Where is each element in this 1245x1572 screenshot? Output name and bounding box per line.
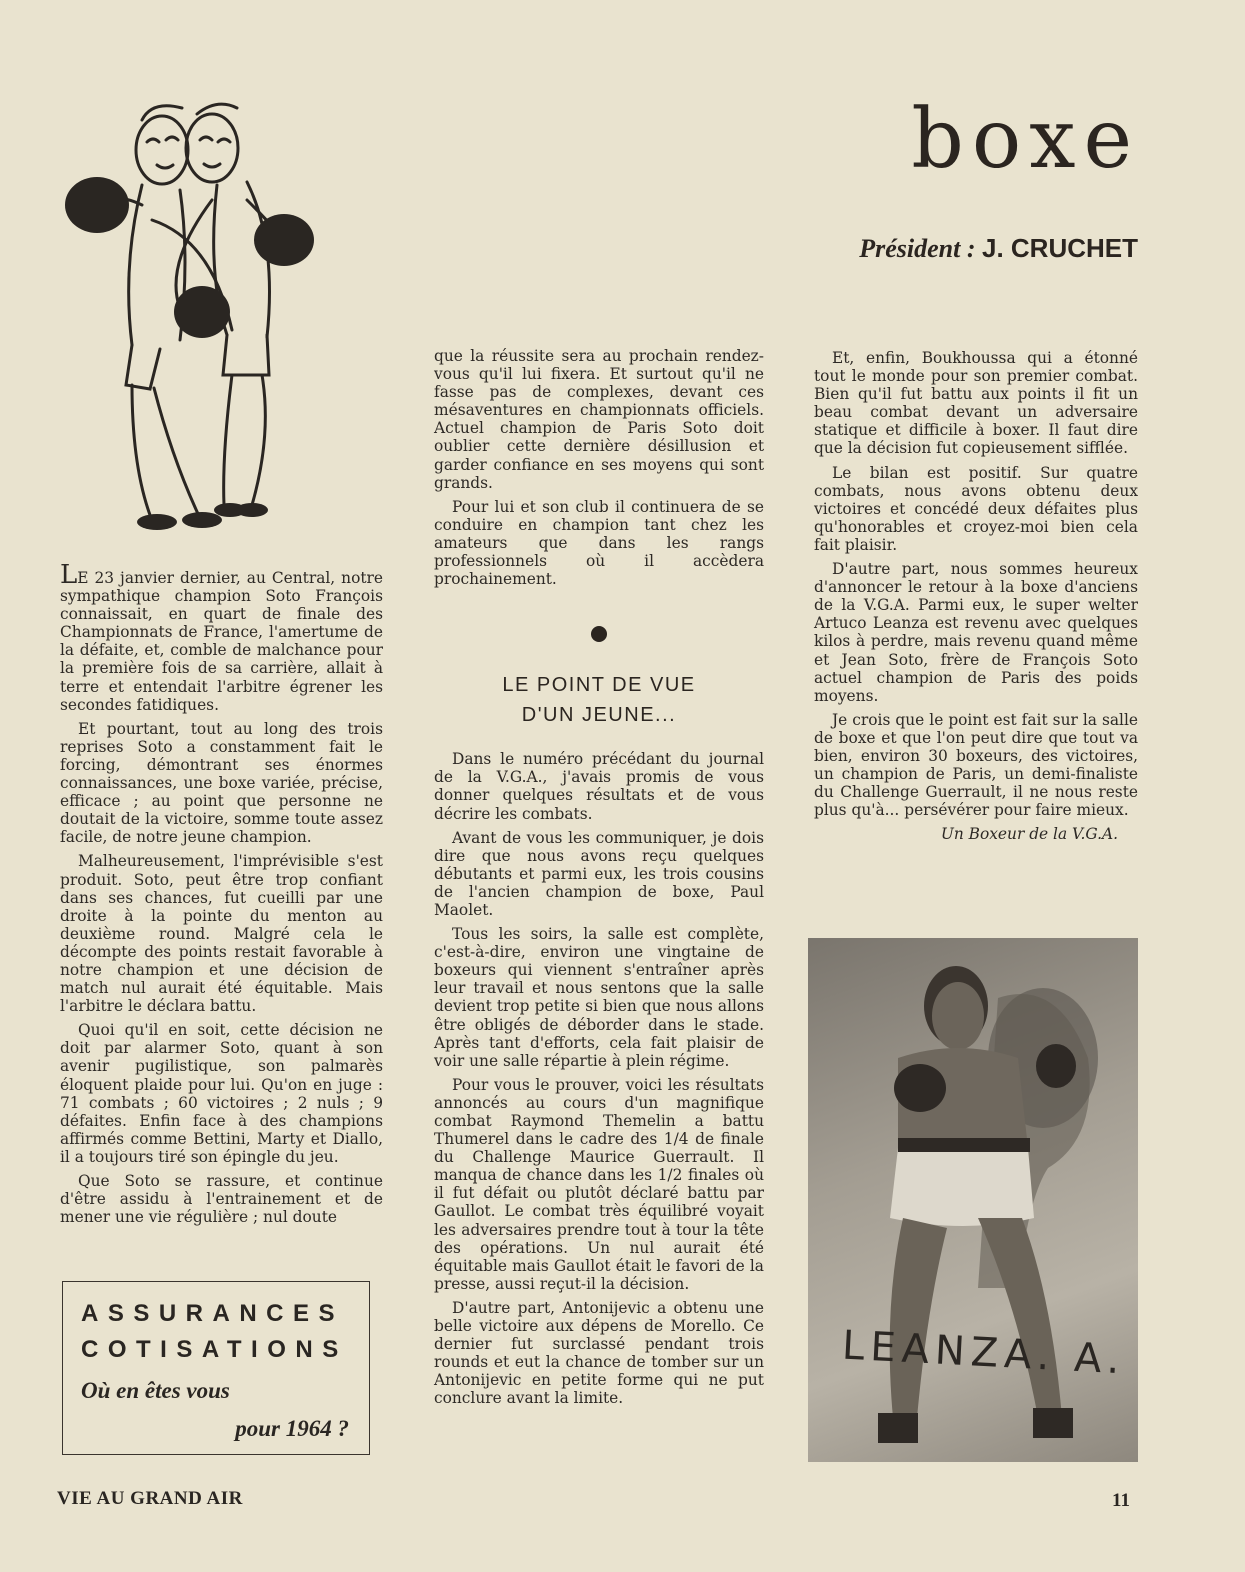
article-column-2 bbox=[434, 347, 764, 1414]
paragraph: Pour vous le prouver, voici les résultats annoncés au cours d'un magnifique combat Raymond Themelin a battu Thumerel dans le cadre des 1/4 de finale du Challenge Maurice Guerrault. Il manqua de chance dans les 1/2 finales où il fut défait ou plutôt déclaré battu par Gaullot. Le combat très équilibré voyait les adversaires prendre tout à tour la tête des opérations. Un nul aurait été équitable mais Gaullot était le favori de la presse, aussi reçut-il la décision. bbox=[434, 1075, 764, 1293]
bullet-separator bbox=[591, 626, 607, 642]
subheading bbox=[434, 670, 764, 730]
insurance-line-2: COTISATIONS bbox=[81, 1336, 348, 1363]
paragraph: D'autre part, Antonijevic a obtenu une belle victoire aux dépens de Morello. Ce dernier fut surclassé pendant trois rounds et eut la chance de tomber sur un Antonijevic en petite forme qui ne put conclure avant la limite. bbox=[434, 1298, 764, 1408]
paragraph: Le bilan est positif. Sur quatre combats, nous avons obtenu deux victoires et concédé deux défaites plus qu'honorables et croyez-moi bien cela fait plaisir. bbox=[814, 463, 1138, 554]
paragraph: Quoi qu'il en soit, cette décision ne doit par alarmer Soto, quant à son avenir pugilistique, son palmarès éloquent plaide pour lui. Qu'on en juge : 71 combats ; 60 victoires ; 2 nuls ; 9 défaites. Enfin face à des champions affirmés comme Bettini, Marty et Diallo, il a toujours tiré son épingle du jeu. bbox=[60, 1021, 383, 1166]
paragraph: Et pourtant, tout au long des trois reprises Soto a constamment fait le forcing, démontrant ses énormes connaissances, une boxe variée, précise, efficace ; au point que personne ne doutait de la victoire, somme toute assez facile, de notre jeune champion. bbox=[60, 719, 383, 847]
section-title: boxe bbox=[911, 92, 1140, 187]
paragraph: Malheureusement, l'imprévisible s'est produit. Soto, peut être trop confiant dans ses chances, fut cueilli par une droite à la pointe du menton au deuxième round. Malgré cela le décompte des points restait favorable à notre champion et une décision de match nul aurait été équitable. Mais l'arbitre le déclara battu. bbox=[60, 852, 383, 1016]
photo-autograph: LEANZA. A. bbox=[840, 1322, 1127, 1384]
paragraph: Pour lui et son club il continuera de se conduire en champion tant chez les amateurs que dans les rangs professionnels où il accèdera prochainement. bbox=[434, 497, 764, 589]
paragraph: Tous les soirs, la salle est complète, c'est-à-dire, environ une vingtaine de boxeurs qui viennent s'entraîner après leur travail et nous sentons que la salle devient trop petite si bien que nous allons être obligés de déborder dans le stade. Après tant d'efforts, cela fait plaisir de voir une salle répartie à plein régime. bbox=[434, 925, 764, 1070]
publication-name: VIE AU GRAND AIR bbox=[57, 1488, 243, 1509]
insurance-line-1: ASSURANCES bbox=[81, 1300, 345, 1327]
article-column-1 bbox=[60, 560, 383, 1232]
president-name: J. CRUCHET bbox=[981, 233, 1138, 263]
boxer-photograph bbox=[808, 938, 1138, 1462]
insurance-question-2: pour 1964 ? bbox=[235, 1416, 349, 1441]
article-column-3 bbox=[814, 349, 1138, 843]
paragraph: Je crois que le point est fait sur la salle de boxe et que l'on peut dire que tout va bien, environ 30 boxeurs, des victoires, un champion de Paris, un demi-finaliste du Challenge Guerrault, il ne nous reste plus qu'à... persévérer pour faire mieux. bbox=[814, 710, 1138, 820]
president-line bbox=[859, 233, 1138, 264]
page-number: 11 bbox=[1112, 1490, 1130, 1511]
paragraph: LE 23 janvier dernier, au Central, notre sympathique champion Soto François connaissait, en quart de finale des Championnats de France, l'amertume de la défaite, et, comble de malchance pour la première fois de sa carrière, allait à terre et entendait l'arbitre égrener les secondes fatidiques. bbox=[60, 560, 383, 714]
boxer-figure-image bbox=[808, 938, 1138, 1462]
president-label: Président : bbox=[859, 234, 976, 263]
paragraph: Dans le numéro précédant du journal de la V.G.A., j'avais promis de vous donner quelques résultats et de vous décrire les combats. bbox=[434, 750, 764, 823]
insurance-reminder-box bbox=[62, 1281, 370, 1455]
boxers-cartoon-illustration bbox=[62, 90, 327, 540]
paragraph: que la réussite sera au prochain rendez-vous qu'il lui fixera. Et surtout qu'il ne fasse pas de complexes, devant ces mésaventures en championnats officiels. Actuel champion de Paris Soto doit oublier cette dernière désillusion et garder confiance en ses moyens qui sont grands. bbox=[434, 347, 764, 492]
paragraph: Avant de vous les communiquer, je dois dire que nous avons reçu quelques débutants et parmi eux, les trois cousins de l'ancien champion de boxe, Paul Maolet. bbox=[434, 828, 764, 919]
subheading-line-1: LE POINT DE VUE bbox=[502, 674, 696, 697]
subheading-line-2: D'UN JEUNE... bbox=[521, 704, 677, 727]
paragraph: D'autre part, nous sommes heureux d'annoncer le retour à la boxe d'anciens de la V.G.A. Parmi eux, le super welter Artuco Leanza est revenu avec quelques kilos à perdre, mais revenu quand même et Jean Soto, frère de François Soto actuel champion de Paris des poids moyens. bbox=[814, 560, 1138, 705]
paragraph: Que Soto se rassure, et continue d'être assidu à l'entrainement et de mener une vie régulière ; nul doute bbox=[60, 1172, 383, 1227]
insurance-question-1: Où en êtes vous bbox=[81, 1378, 230, 1403]
paragraph: Et, enfin, Boukhoussa qui a étonné tout le monde pour son premier combat. Bien qu'il fut battu aux points il fit un beau combat devant un adversaire statique et difficile à boxer. Il faut dire que la décision fut copieusement sifflée. bbox=[814, 349, 1138, 458]
article-signature: Un Boxeur de la V.G.A. bbox=[940, 825, 1118, 844]
